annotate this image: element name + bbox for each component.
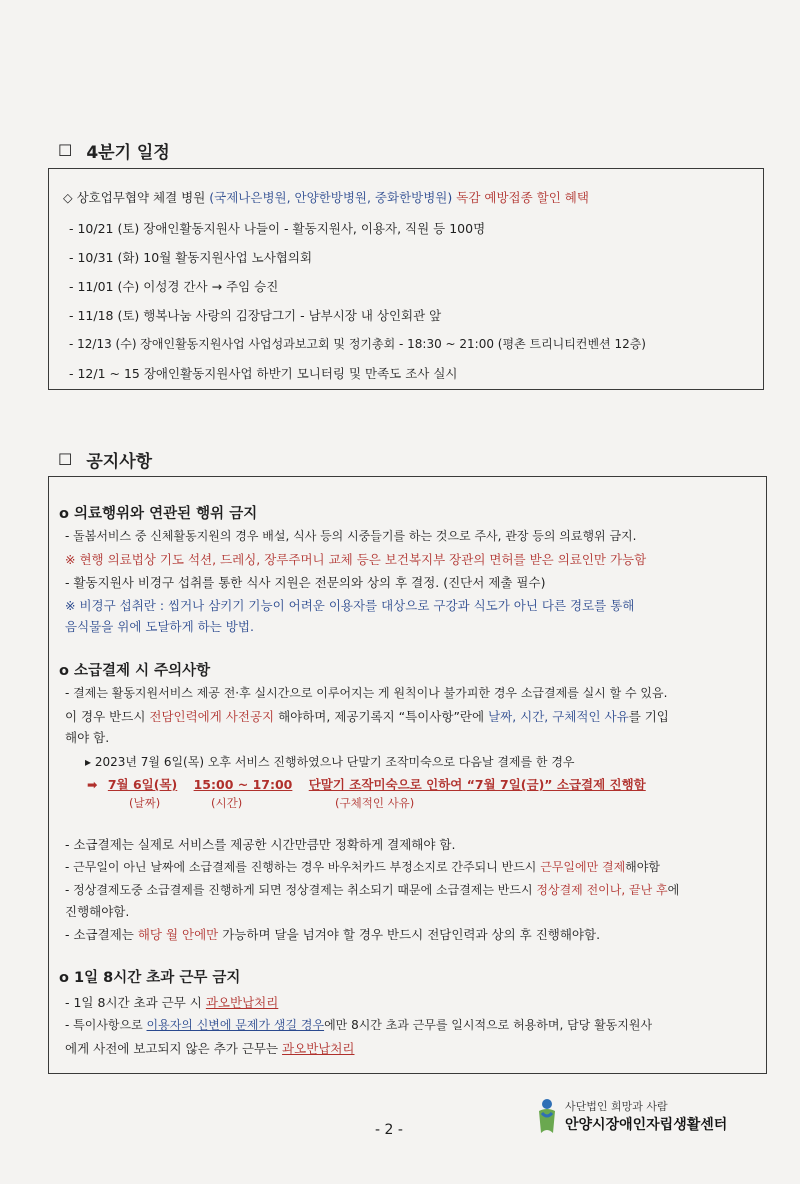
medical-note: ※ 비경구 섭취란 : 씹거나 삼키기 기능이 어려운 이용자를 대상으로 구강과 식도가 아닌 다른 경로를 통해 bbox=[65, 598, 635, 613]
overtime-line: - 특이사항으로 이용자의 신변에 문제가 생길 경우에만 8시간 초과 근무를 일시적으로 허용하며, 담당 활동지원사 bbox=[65, 1018, 653, 1032]
schedule-section-title: ☐ 4분기 일정 bbox=[58, 141, 170, 163]
overtime-line: 에게 사전에 보고되지 않은 추가 근무는 과오반납처리 bbox=[65, 1041, 355, 1056]
retro-rule: - 정상결제도중 소급결제를 진행하게 되면 정상결제는 취소되기 때문에 소급결제는 반드시 정상결제 전이나, 끝난 후에 bbox=[65, 883, 680, 897]
organization-logo bbox=[535, 1097, 727, 1135]
medical-heading: o 의료행위와 연관된 행위 금지 bbox=[59, 506, 258, 522]
schedule-item: - 12/1 ~ 15 장애인활동지원사업 하반기 모니터링 및 만족도 조사 실시 bbox=[69, 366, 458, 381]
schedule-item: - 12/13 (수) 장애인활동지원사업 사업성과보고회 및 정기총회 - 18:30 ~ 21:00 (평촌 트리니티컨벤션 12층) bbox=[69, 337, 646, 351]
schedule-item: - 11/18 (토) 행복나눔 사랑의 김장담그기 - 남부시장 내 상인회관 앞 bbox=[69, 308, 442, 323]
retro-rule: - 소급결제는 실제로 서비스를 제공한 시간만큼만 정확하게 결제해야 함. bbox=[65, 837, 456, 852]
checkbox-square-icon: ☐ bbox=[58, 141, 73, 160]
medical-note: 음식물을 위에 도달하게 하는 방법. bbox=[65, 619, 254, 634]
medical-note: ※ 현행 의료법상 기도 석션, 드레싱, 장루주머니 교체 등은 보건복지부 장관의 면허를 받은 의료인만 가능함 bbox=[65, 552, 647, 567]
notice-section-title: ☐ 공지사항 bbox=[58, 450, 153, 472]
retro-line: 해야 함. bbox=[65, 730, 110, 745]
label-date: (날짜) bbox=[129, 796, 161, 810]
person-logo-icon bbox=[535, 1097, 559, 1135]
schedule-item: - 11/01 (수) 이성경 간사 → 주임 승진 bbox=[69, 279, 279, 294]
schedule-item: - 10/21 (토) 장애인활동지원사 나들이 - 활동지원사, 이용자, 직원 등 100명 bbox=[69, 221, 486, 236]
page-number: - 2 - bbox=[375, 1122, 403, 1138]
label-time: (시간) bbox=[211, 796, 243, 810]
retro-rule: 진행해야함. bbox=[65, 904, 130, 919]
label-reason: (구체적인 사유) bbox=[335, 796, 415, 810]
schedule-item: - 10/31 (화) 10월 활동지원사업 노사협의회 bbox=[69, 250, 313, 265]
arrow-right-icon: ➡ bbox=[87, 777, 98, 792]
retro-rule: - 근무일이 아닌 날짜에 소급결제를 진행하는 경우 바우처카드 부정소지로 간주되니 반드시 근무일에만 결제해야함 bbox=[65, 860, 660, 874]
retro-line: 이 경우 반드시 전담인력에게 사전공지 해야하며, 제공기록지 “특이사항”란에 날짜, 시간, 구체적인 사유를 기입 bbox=[65, 709, 669, 724]
org-sub-name: 사단법인 희망과 사람 bbox=[565, 1100, 668, 1113]
retro-example-answer: ➡ 7월 6일(목) 15:00 ~ 17:00 단말기 조작미숙으로 인하여 “7월 7일(금)” 소급결제 진행함 bbox=[87, 777, 646, 792]
retro-rule: - 소급결제는 해당 월 안에만 가능하며 달을 넘겨야 할 경우 반드시 전담인력과 상의 후 진행해야함. bbox=[65, 927, 601, 942]
overtime-line: - 1일 8시간 초과 근무 시 과오반납처리 bbox=[65, 995, 279, 1010]
org-name: 안양시장애인자립생활센터 bbox=[565, 1117, 728, 1133]
medical-line: - 돌봄서비스 중 신체활동지원의 경우 배설, 식사 등의 시중들기를 하는 것으로 주사, 관장 등의 의료행위 금지. bbox=[65, 529, 637, 543]
medical-line: - 활동지원사 비경구 섭취를 통한 식사 지원은 전문의와 상의 후 결정. (진단서 제출 필수) bbox=[65, 575, 546, 590]
retro-line: - 결제는 활동지원서비스 제공 전·후 실시간으로 이루어지는 게 원칙이나 불가피한 경우 소급결제를 실시 할 수 있음. bbox=[65, 686, 668, 700]
notice-panel bbox=[48, 476, 767, 1074]
schedule-panel bbox=[48, 168, 764, 390]
checkbox-square-icon: ☐ bbox=[58, 450, 73, 469]
partner-hospitals-line: ◇ 상호업무협약 체결 병원 (국제나은병원, 안양한방병원, 중화한방병원) 독감 예방접종 할인 혜택 bbox=[63, 190, 589, 205]
retro-heading: o 소급결제 시 주의사항 bbox=[59, 663, 211, 679]
overtime-heading: o 1일 8시간 초과 근무 금지 bbox=[59, 970, 241, 986]
retro-example: ▸ 2023년 7월 6일(목) 오후 서비스 진행하였으나 단말기 조작미숙으로 다음날 결제를 한 경우 bbox=[85, 755, 575, 769]
